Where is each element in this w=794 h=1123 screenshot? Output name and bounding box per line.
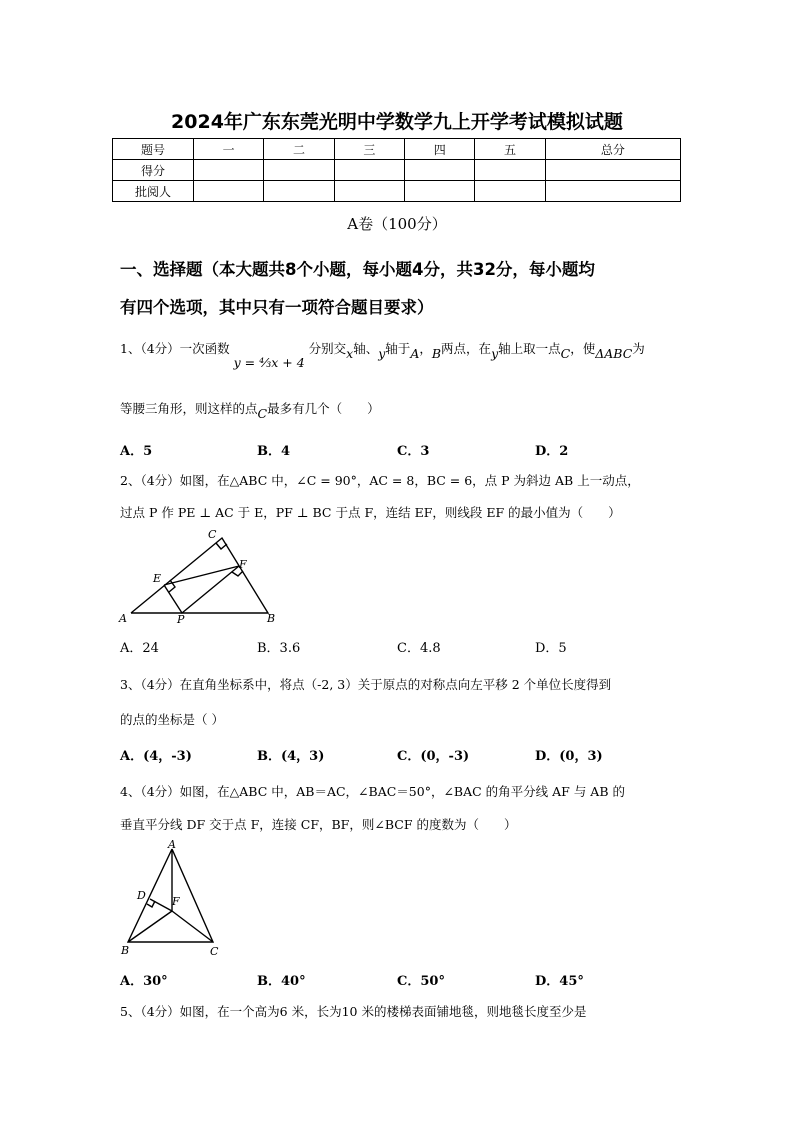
q4-option-b: B．40° bbox=[257, 974, 306, 989]
label-a: A bbox=[168, 838, 176, 851]
table-cell bbox=[194, 160, 264, 181]
label-b: B bbox=[121, 944, 130, 957]
part1-heading-line2: 有四个选项，其中只有一项符合题目要求） bbox=[120, 298, 434, 317]
label-c: C bbox=[208, 528, 217, 541]
q3-option-c: C．(0，-3) bbox=[397, 749, 470, 764]
q4-figure bbox=[115, 836, 230, 962]
table-cell bbox=[405, 181, 475, 202]
table-cell: 三 bbox=[334, 139, 404, 160]
table-row bbox=[113, 160, 681, 181]
table-cell bbox=[475, 160, 545, 181]
point-c: C bbox=[257, 406, 268, 421]
q1-option-b: B．4 bbox=[257, 444, 291, 459]
q3-option-b: B．(4，3) bbox=[257, 749, 325, 764]
table-cell bbox=[334, 181, 404, 202]
q1-text: 轴于 bbox=[385, 341, 411, 356]
table-cell: 题号 bbox=[113, 139, 194, 160]
q2-option-c: C．4.8 bbox=[397, 641, 441, 656]
q1-option-d: D．2 bbox=[535, 444, 569, 459]
q3-option-a: A．(4，-3) bbox=[120, 749, 192, 764]
score-table-header bbox=[113, 139, 681, 160]
table-cell: 得分 bbox=[113, 160, 194, 181]
table-cell bbox=[194, 181, 264, 202]
right-angle-f bbox=[232, 571, 243, 576]
q1-text: 最多有几个（ ） bbox=[267, 401, 380, 416]
q2-figure bbox=[115, 525, 285, 625]
table-cell bbox=[334, 160, 404, 181]
table-cell bbox=[405, 160, 475, 181]
q2-line1: 2、（4分）如图，在△ABC 中，∠C = 90°，AC = 8，BC = 6，点 P 为斜边 AB 上一动点， bbox=[120, 473, 640, 488]
q1-text: 分别交 bbox=[308, 341, 347, 356]
q5-line1: 5、（4分）如图，在一个高为6 米，长为10 米的楼梯表面铺地毯，则地毯长度至少是 bbox=[120, 1004, 587, 1019]
table-cell bbox=[475, 181, 545, 202]
table-cell: 批阅人 bbox=[113, 181, 194, 202]
point-c: C bbox=[560, 346, 571, 361]
q4-option-c: C．50° bbox=[397, 974, 445, 989]
table-cell: 总分 bbox=[545, 139, 680, 160]
perpendicular-lines bbox=[164, 566, 239, 613]
section-a-heading: A卷（100分） bbox=[347, 215, 447, 233]
q4-option-a: A．30° bbox=[120, 974, 168, 989]
label-d: D bbox=[137, 889, 146, 902]
q3-line1: 3、（4分）在直角坐标系中，将点（-2, 3）关于原点的对称点向左平移 2 个单位长度得到 bbox=[120, 677, 612, 692]
q3-line2: 的点的坐标是（ ） bbox=[120, 712, 224, 727]
q2-option-b: B．3.6 bbox=[257, 641, 301, 656]
table-cell: 四 bbox=[405, 139, 475, 160]
q1-line1 bbox=[120, 339, 645, 370]
q1-line2 bbox=[120, 399, 380, 421]
score-table bbox=[112, 138, 681, 202]
page-title: 2024年广东东莞光明中学数学九上开学考试模拟试题 bbox=[171, 111, 623, 133]
label-b: B bbox=[267, 612, 276, 625]
q2-option-d: D．5 bbox=[535, 641, 567, 656]
q1-text: ， bbox=[419, 341, 432, 356]
var-x: x bbox=[346, 346, 354, 361]
q4-option-d: D．45° bbox=[535, 974, 584, 989]
label-f: F bbox=[239, 558, 247, 571]
q1-option-a: A．5 bbox=[120, 444, 153, 459]
right-angle-d bbox=[147, 901, 155, 907]
label-e: E bbox=[153, 572, 162, 585]
label-f: F bbox=[172, 895, 180, 908]
table-cell bbox=[545, 181, 680, 202]
table-cell: 二 bbox=[264, 139, 334, 160]
q2-line2: 过点 P 作 PE ⊥ AC 于 E，PF ⊥ BC 于点 F，连结 EF，则线段 EF 的最小值为（ ） bbox=[120, 505, 621, 520]
q1-text: 两点，在 bbox=[441, 341, 492, 356]
q1-option-c: C．3 bbox=[397, 444, 430, 459]
label-c: C bbox=[210, 945, 219, 958]
label-p: P bbox=[177, 613, 185, 625]
q1-text: ，使 bbox=[570, 341, 596, 356]
part1-heading-line1: 一、选择题（本大题共8个小题，每小题4分，共32分，每小题均 bbox=[120, 260, 595, 279]
q4-line1: 4、（4分）如图，在△ABC 中，AB＝AC，∠BAC＝50°，∠BAC 的角平分线 AF 与 AB 的 bbox=[120, 784, 625, 799]
table-row bbox=[113, 181, 681, 202]
q1-prefix: 1、（4分）一次函数 bbox=[120, 341, 230, 356]
q1-text: 为 bbox=[632, 341, 645, 356]
table-cell bbox=[545, 160, 680, 181]
q3-option-d: D．(0，3) bbox=[535, 749, 603, 764]
point-a: A bbox=[410, 346, 420, 361]
table-cell: 一 bbox=[194, 139, 264, 160]
var-y: y bbox=[491, 346, 499, 361]
var-y: y bbox=[378, 346, 386, 361]
table-cell: 五 bbox=[475, 139, 545, 160]
table-cell bbox=[264, 181, 334, 202]
label-a: A bbox=[119, 612, 127, 625]
q1-formula: y = ⁴⁄₃x + 4 bbox=[233, 355, 305, 370]
q1-text: 等腰三角形，则这样的点 bbox=[120, 401, 258, 416]
q1-text: 轴、 bbox=[353, 341, 379, 356]
q1-text: 轴上取一点 bbox=[498, 341, 561, 356]
q2-option-a: A．24 bbox=[120, 641, 159, 656]
q4-line2: 垂直平分线 DF 交于点 F，连接 CF，BF，则∠BCF 的度数为（ ） bbox=[120, 817, 517, 832]
point-b: B bbox=[431, 346, 442, 361]
triangle-abc: ΔABC bbox=[595, 346, 633, 361]
table-cell bbox=[264, 160, 334, 181]
